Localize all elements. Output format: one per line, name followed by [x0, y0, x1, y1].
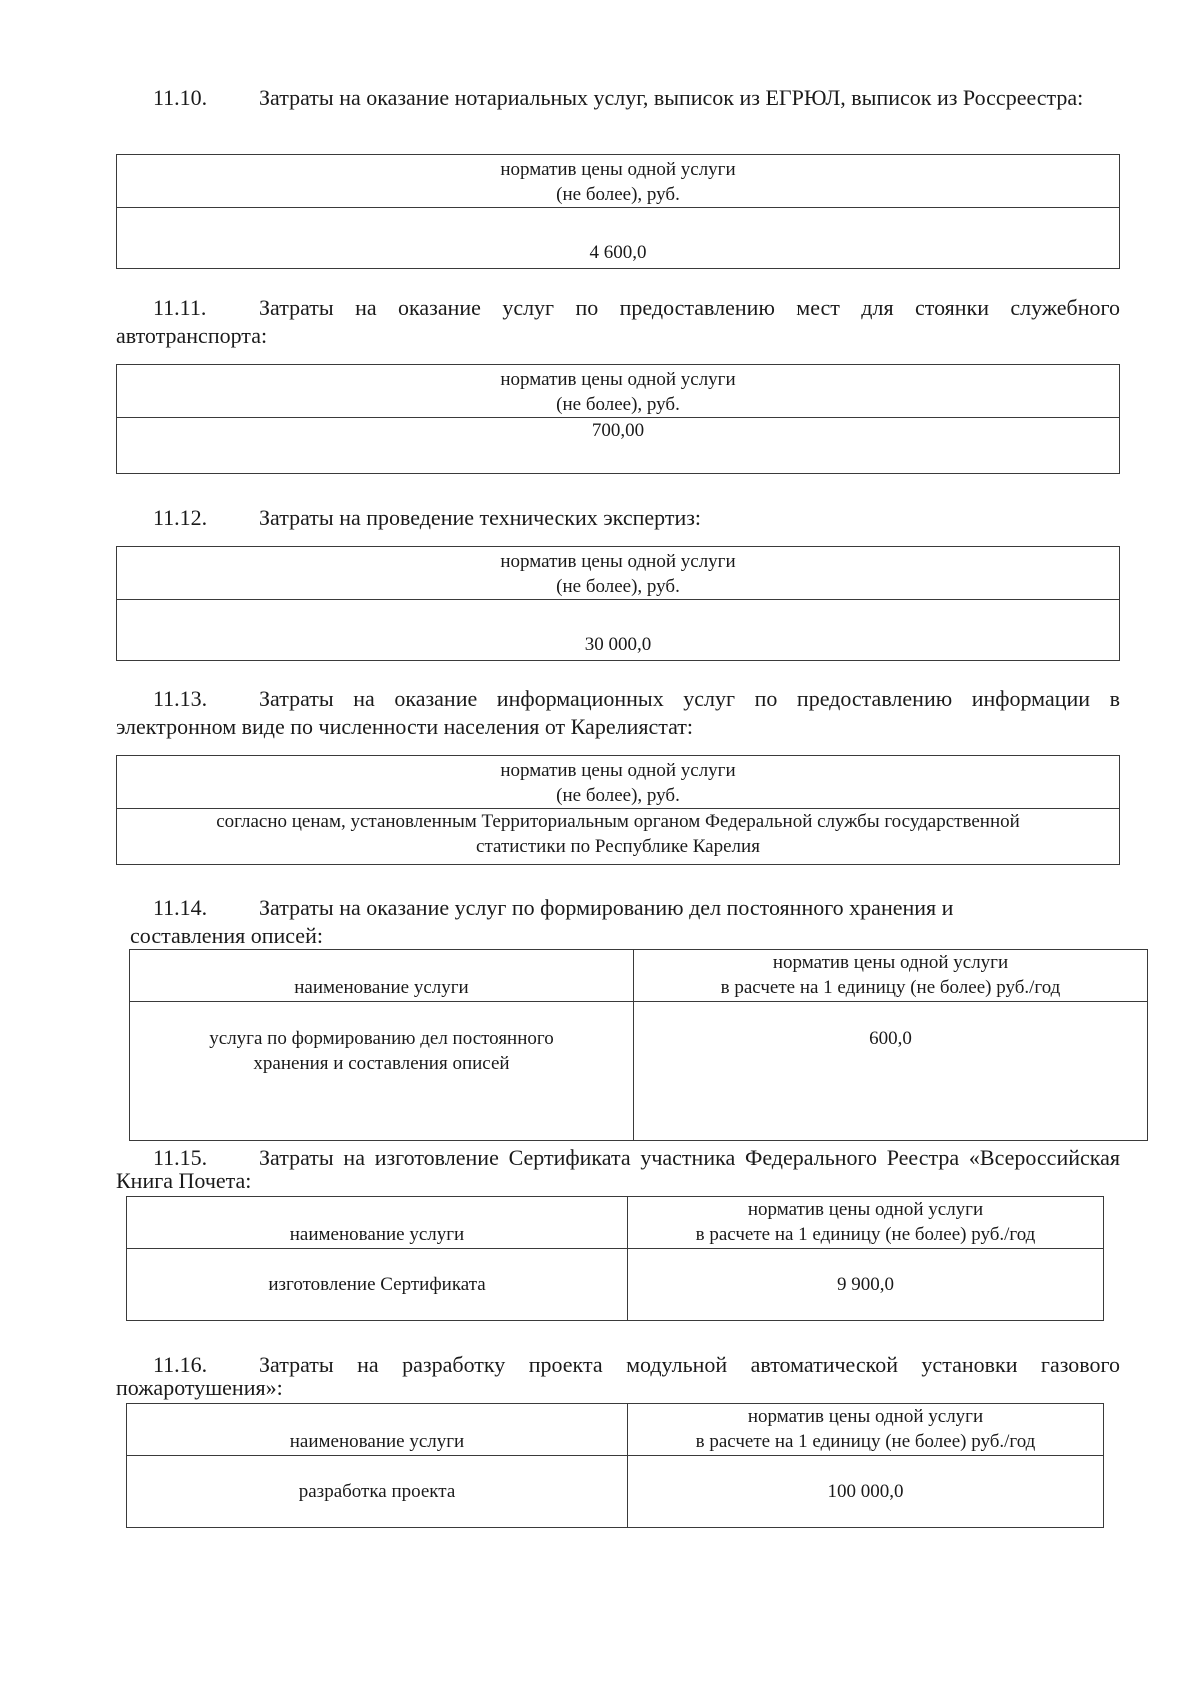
section-title-continued: пожаротушения»:: [116, 1375, 283, 1400]
section-heading-11-13: [116, 685, 1120, 741]
service-price-cell: 100 000,0: [628, 1456, 1104, 1528]
section-number: 11.13.: [153, 686, 208, 711]
column-header-name: наименование услуги: [127, 1404, 628, 1456]
service-price-cell: 9 900,0: [628, 1249, 1104, 1321]
section-heading-11-16: [116, 1351, 1120, 1402]
section-title: Затраты на проведение технических экспертиз:: [259, 505, 702, 530]
column-header-price: норматив цены одной услуги в расчете на 1 единицу (не более) руб./год: [628, 1197, 1104, 1249]
price-table-11-11: [116, 364, 1120, 474]
section-title: Затраты на оказание услуг по предоставлению мест для стоянки служебного автотранспорта:: [116, 295, 1120, 348]
table-value-cell: 700,00: [117, 418, 1120, 474]
service-name-cell: услуга по формированию дел постоянного хранения и составления описей: [130, 1002, 634, 1141]
section-title: Затраты на оказание информационных услуг по предоставлению информации в электронном виде по численности населения от Карелиястат:: [116, 686, 1120, 739]
section-number: 11.11.: [153, 295, 207, 320]
table-header-cell: норматив цены одной услуги (не более), руб.: [117, 547, 1120, 600]
price-table-11-10: [116, 154, 1120, 269]
service-price-cell: 600,0: [634, 1002, 1148, 1141]
section-heading-11-11: [116, 294, 1120, 350]
section-title: Затраты на разработку проекта модульной автоматической установки газового: [259, 1352, 1120, 1377]
section-title: Затраты на оказание нотариальных услуг, выписок из ЕГРЮЛ, выписок из Россреестра:: [259, 85, 1084, 110]
column-header-name: наименование услуги: [127, 1197, 628, 1249]
section-heading-11-10: [116, 84, 1120, 112]
price-table-11-13: [116, 755, 1120, 865]
section-title-continued: составления описей:: [130, 923, 323, 948]
price-table-11-15: [126, 1196, 1104, 1321]
column-header-price: норматив цены одной услуги в расчете на 1 единицу (не более) руб./год: [628, 1404, 1104, 1456]
column-header-price: норматив цены одной услуги в расчете на 1 единицу (не более) руб./год: [634, 950, 1148, 1002]
table-value-cell: 30 000,0: [117, 600, 1120, 661]
section-number: 11.15.: [153, 1145, 208, 1170]
price-table-11-12: [116, 546, 1120, 661]
section-title: Затраты на изготовление Сертификата участника Федерального Реестра «Всероссийская: [259, 1145, 1120, 1170]
table-header-cell: норматив цены одной услуги (не более), руб.: [117, 365, 1120, 418]
table-value-cell: 4 600,0: [117, 208, 1120, 269]
section-heading-11-12: [116, 504, 1120, 532]
section-number: 11.12.: [153, 505, 208, 530]
section-number: 11.10.: [153, 85, 208, 110]
price-table-11-14: [129, 949, 1148, 1141]
section-title: Затраты на оказание услуг по формированию дел постоянного хранения и: [259, 895, 954, 920]
table-value-cell: согласно ценам, установленным Территориальным органом Федеральной службы государственной статистики по Республике Карелия: [117, 809, 1120, 865]
section-title-continued: Книга Почета:: [116, 1168, 252, 1193]
section-heading-11-15: [116, 1144, 1120, 1195]
section-number: 11.16.: [153, 1352, 208, 1377]
table-header-cell: норматив цены одной услуги (не более), руб.: [117, 756, 1120, 809]
section-number: 11.14.: [153, 895, 208, 920]
price-table-11-16: [126, 1403, 1104, 1528]
column-header-name: наименование услуги: [130, 950, 634, 1002]
section-heading-11-14: [116, 894, 1120, 950]
service-name-cell: изготовление Сертификата: [127, 1249, 628, 1321]
table-header-cell: норматив цены одной услуги (не более), руб.: [117, 155, 1120, 208]
service-name-cell: разработка проекта: [127, 1456, 628, 1528]
